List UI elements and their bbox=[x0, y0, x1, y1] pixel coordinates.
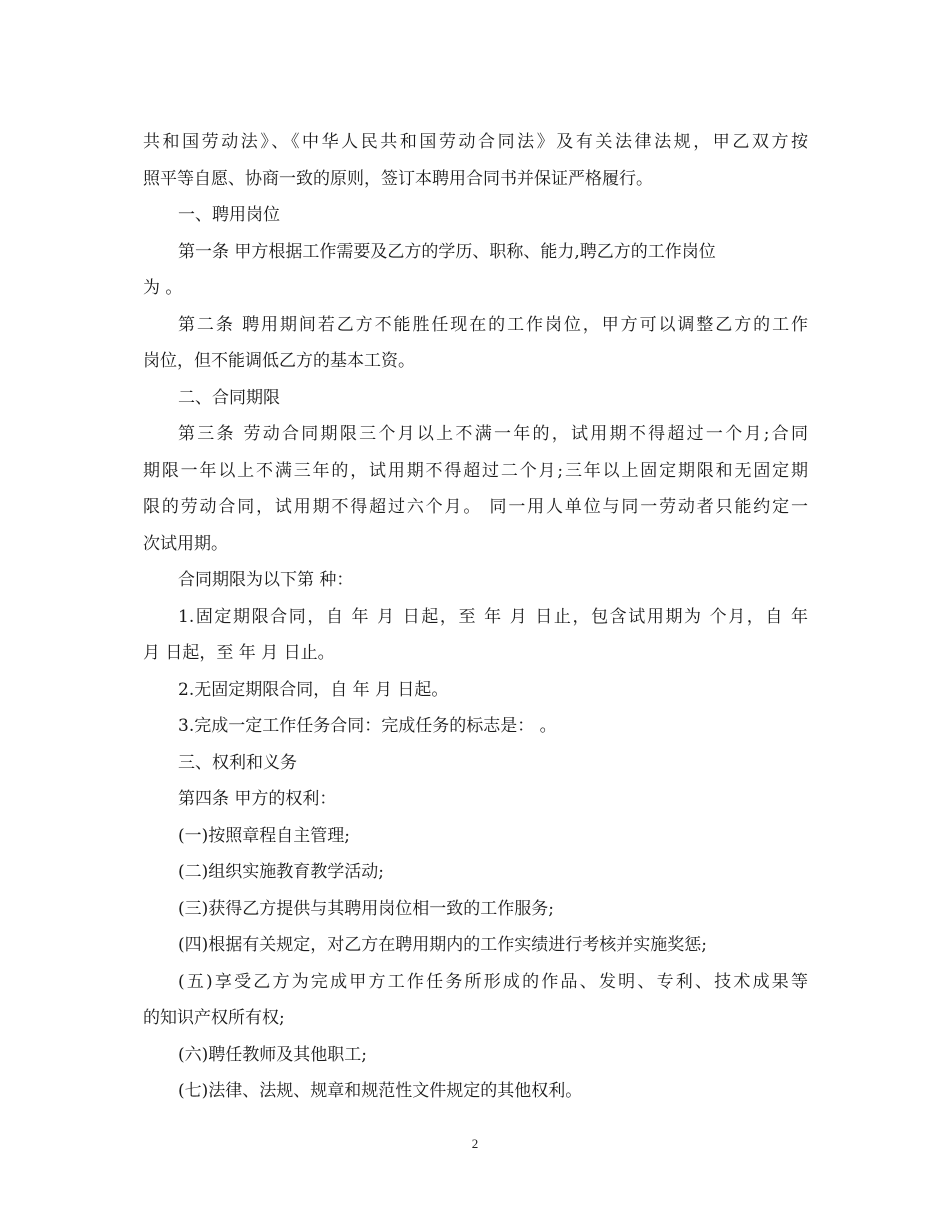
text-line: 月 日起，至 年 月 日止。 bbox=[143, 643, 335, 663]
text-line: 共和国劳动法》、《中华人民共和国劳动合同法》及有关法律法规，甲乙双方按 bbox=[143, 132, 808, 152]
text-line: 2.无固定期限合同，自 年 月 日起。 bbox=[178, 679, 449, 700]
text-line: 一、聘用岗位 bbox=[178, 205, 280, 225]
text-line: 期限一年以上不满三年的，试用期不得超过二个月;三年以上固定期限和无固定期 bbox=[143, 460, 808, 481]
text-line: (一)按照章程自主管理; bbox=[178, 825, 350, 846]
text-line: 二、合同期限 bbox=[178, 387, 280, 408]
text-line: 第四条 甲方的权利： bbox=[178, 789, 337, 809]
text-line: (六)聘任教师及其他职工; bbox=[178, 1044, 367, 1065]
text-line: 第三条 劳动合同期限三个月以上不满一年的，试用期不得超过一个月;合同 bbox=[178, 424, 808, 444]
text-line: (三)获得乙方提供与其聘用岗位相一致的工作服务; bbox=[178, 898, 554, 919]
text-line: (五)享受乙方为完成甲方工作任务所形成的作品、发明、专利、技术成果等 bbox=[178, 971, 808, 992]
text-line: 三、权利和义务 bbox=[178, 752, 297, 773]
text-line: 的知识产权所有权; bbox=[143, 1008, 285, 1028]
text-line: (七)法律、法规、规章和规范性文件规定的其他权利。 bbox=[178, 1081, 583, 1101]
text-line: 3.完成一定工作任务合同：完成任务的标志是： 。 bbox=[178, 716, 557, 736]
text-line: 1.固定期限合同，自 年 月 日起，至 年 月 日止，包含试用期为 个月，自 年 bbox=[178, 606, 808, 627]
page-number: 2 bbox=[471, 1136, 479, 1151]
text-line: (二)组织实施教育教学活动; bbox=[178, 862, 384, 882]
document-body bbox=[143, 124, 808, 1110]
text-line: 照平等自愿、协商一致的原则，签订本聘用合同书并保证严格履行。 bbox=[143, 168, 653, 189]
text-line: 次试用期。 bbox=[143, 533, 228, 554]
text-line: 岗位，但不能调低乙方的基本工资。 bbox=[143, 351, 415, 371]
text-line: 第二条 聘用期间若乙方不能胜任现在的工作岗位，甲方可以调整乙方的工作 bbox=[178, 314, 808, 335]
text-line: 合同期限为以下第 种： bbox=[178, 570, 354, 590]
text-line: 限的劳动合同，试用期不得超过六个月。 同一用人单位与同一劳动者只能约定一 bbox=[143, 497, 808, 517]
text-line: (四)根据有关规定，对乙方在聘用期内的工作实绩进行考核并实施奖惩; bbox=[178, 935, 707, 955]
text-line: 为 。 bbox=[143, 278, 183, 298]
text-line: 第一条 甲方根据工作需要及乙方的学历、职称、能力,聘乙方的工作岗位 bbox=[178, 241, 716, 262]
